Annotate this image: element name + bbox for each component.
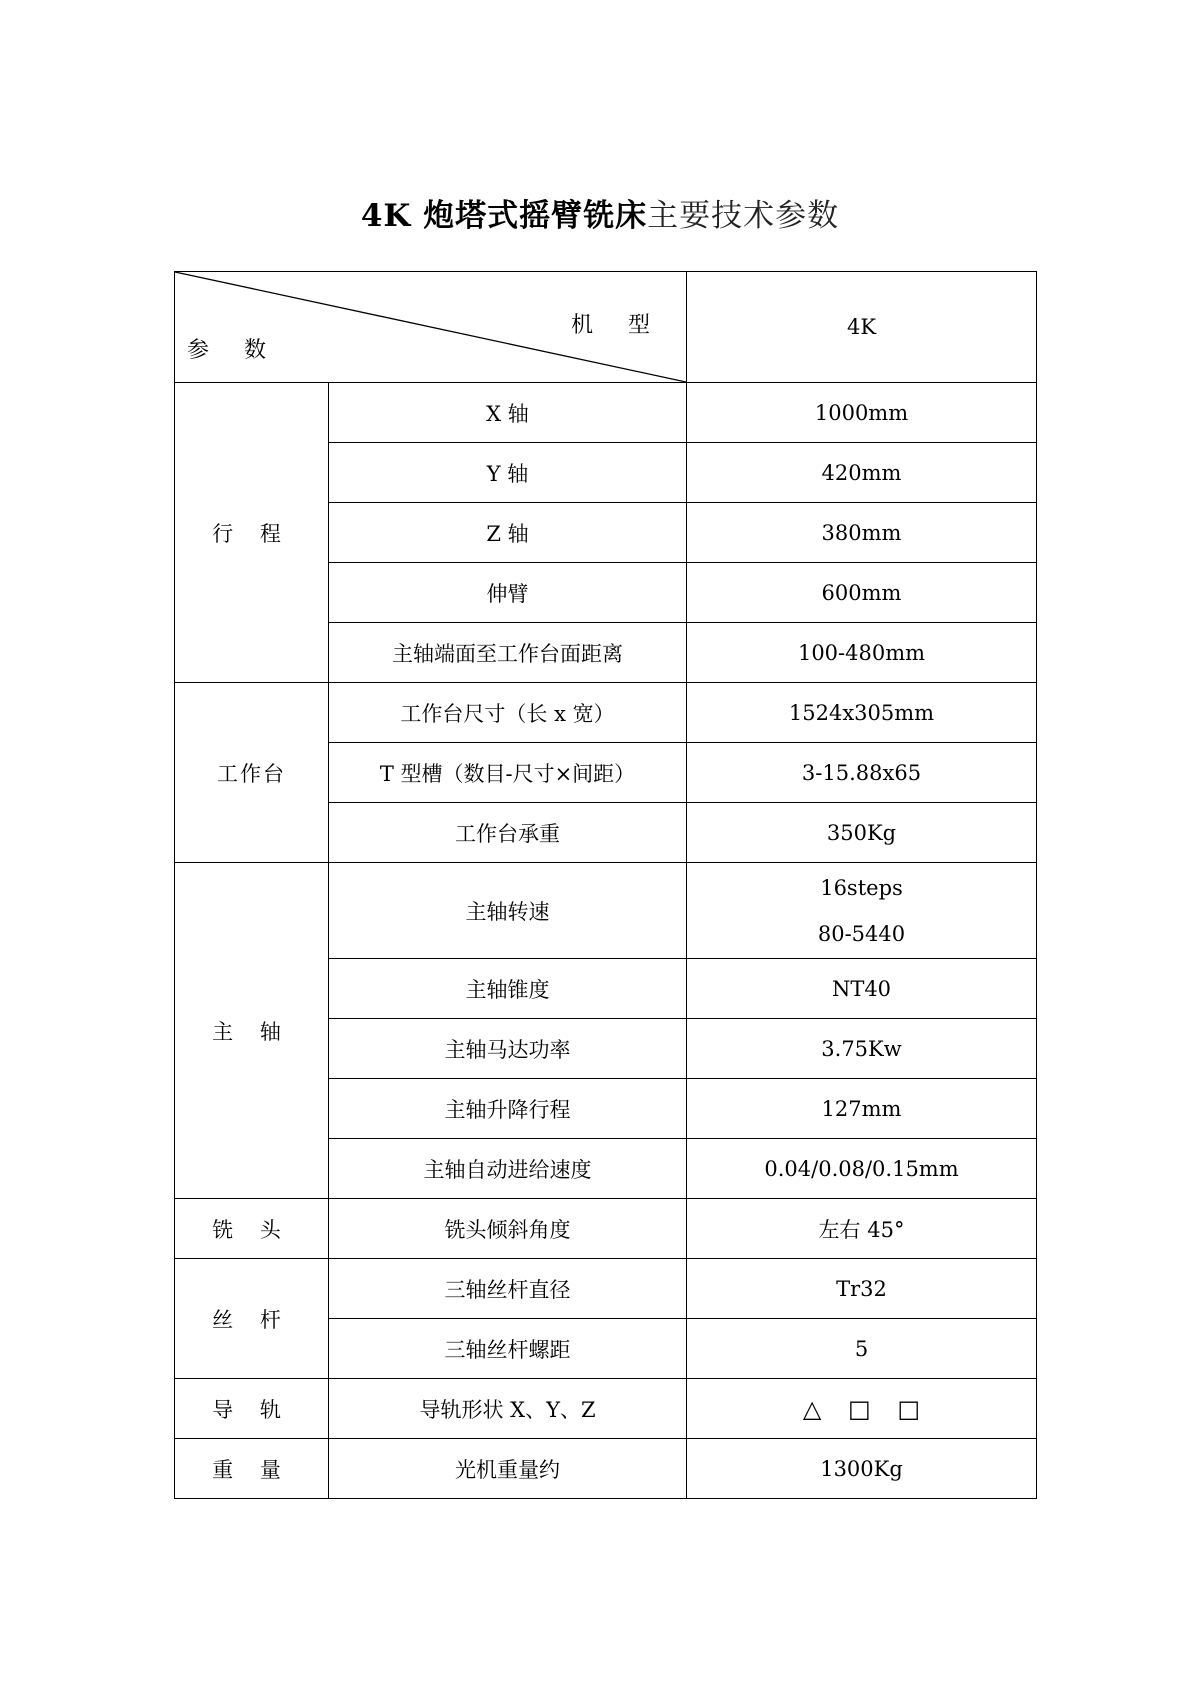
row-label: 三轴丝杆螺距: [329, 1319, 687, 1379]
row-value-multiline: [687, 863, 1037, 959]
row-value: 420mm: [687, 443, 1037, 503]
row-value: 0.04/0.08/0.15mm: [687, 1139, 1037, 1199]
title-model: 4K 炮塔式摇臂铣床: [360, 198, 648, 234]
row-label: 伸臂: [329, 563, 687, 623]
row-value: 127mm: [687, 1079, 1037, 1139]
row-value: 3-15.88x65: [687, 743, 1037, 803]
group-spindle: 主 轴: [175, 863, 329, 1199]
row-label: 铣头倾斜角度: [329, 1199, 687, 1259]
row-value: Tr32: [687, 1259, 1037, 1319]
row-label: 主轴锥度: [329, 959, 687, 1019]
row-label: Y 轴: [329, 443, 687, 503]
row-label: Z 轴: [329, 503, 687, 563]
row-label: 工作台尺寸（长 x 宽）: [329, 683, 687, 743]
row-value: 350Kg: [687, 803, 1037, 863]
model-label: 机 型: [571, 313, 664, 338]
row-value: 380mm: [687, 503, 1037, 563]
document-title: [0, 190, 1200, 235]
row-value: 100-480mm: [687, 623, 1037, 683]
table-row: [175, 683, 1037, 743]
group-screw: 丝 杆: [175, 1259, 329, 1379]
row-value: 600mm: [687, 563, 1037, 623]
row-value: 左右 45°: [687, 1199, 1037, 1259]
header-diagonal-cell: [175, 272, 687, 383]
row-value: NT40: [687, 959, 1037, 1019]
group-weight: 重 量: [175, 1439, 329, 1499]
square-icon: □: [848, 1394, 871, 1423]
group-table: 工作台: [175, 683, 329, 863]
row-label: 主轴转速: [329, 863, 687, 959]
table-row: [175, 863, 1037, 959]
row-label: 主轴端面至工作台面距离: [329, 623, 687, 683]
param-label: 参 数: [187, 338, 280, 363]
rail-shape-values: [687, 1379, 1037, 1439]
row-label: 三轴丝杆直径: [329, 1259, 687, 1319]
header-row: [175, 272, 1037, 383]
table-row: [175, 1259, 1037, 1319]
row-label: 主轴升降行程: [329, 1079, 687, 1139]
value-line: 80-5440: [817, 921, 906, 946]
row-value: 3.75Kw: [687, 1019, 1037, 1079]
title-subtitle: 主要技术参数: [647, 198, 840, 234]
group-rail: 导 轨: [175, 1379, 329, 1439]
row-label: 主轴自动进给速度: [329, 1139, 687, 1199]
table-row: [175, 383, 1037, 443]
value-line: 16steps: [820, 875, 903, 900]
model-value: 4K: [687, 272, 1037, 383]
table-row: [175, 1439, 1037, 1499]
table-row: [175, 1379, 1037, 1439]
group-head: 铣 头: [175, 1199, 329, 1259]
group-travel: 行 程: [175, 383, 329, 683]
row-value: 1300Kg: [687, 1439, 1037, 1499]
square-icon: □: [897, 1394, 921, 1423]
row-label: 工作台承重: [329, 803, 687, 863]
table-row: [175, 1199, 1037, 1259]
row-label: 光机重量约: [329, 1439, 687, 1499]
row-label: 主轴马达功率: [329, 1019, 687, 1079]
row-label: T 型槽（数目-尺寸×间距）: [329, 743, 687, 803]
triangle-icon: △: [802, 1394, 822, 1423]
row-value: 5: [687, 1319, 1037, 1379]
spec-table: [174, 271, 1037, 1499]
row-value: 1000mm: [687, 383, 1037, 443]
row-value: 1524x305mm: [687, 683, 1037, 743]
row-label: X 轴: [329, 383, 687, 443]
row-label: 导轨形状 X、Y、Z: [329, 1379, 687, 1439]
